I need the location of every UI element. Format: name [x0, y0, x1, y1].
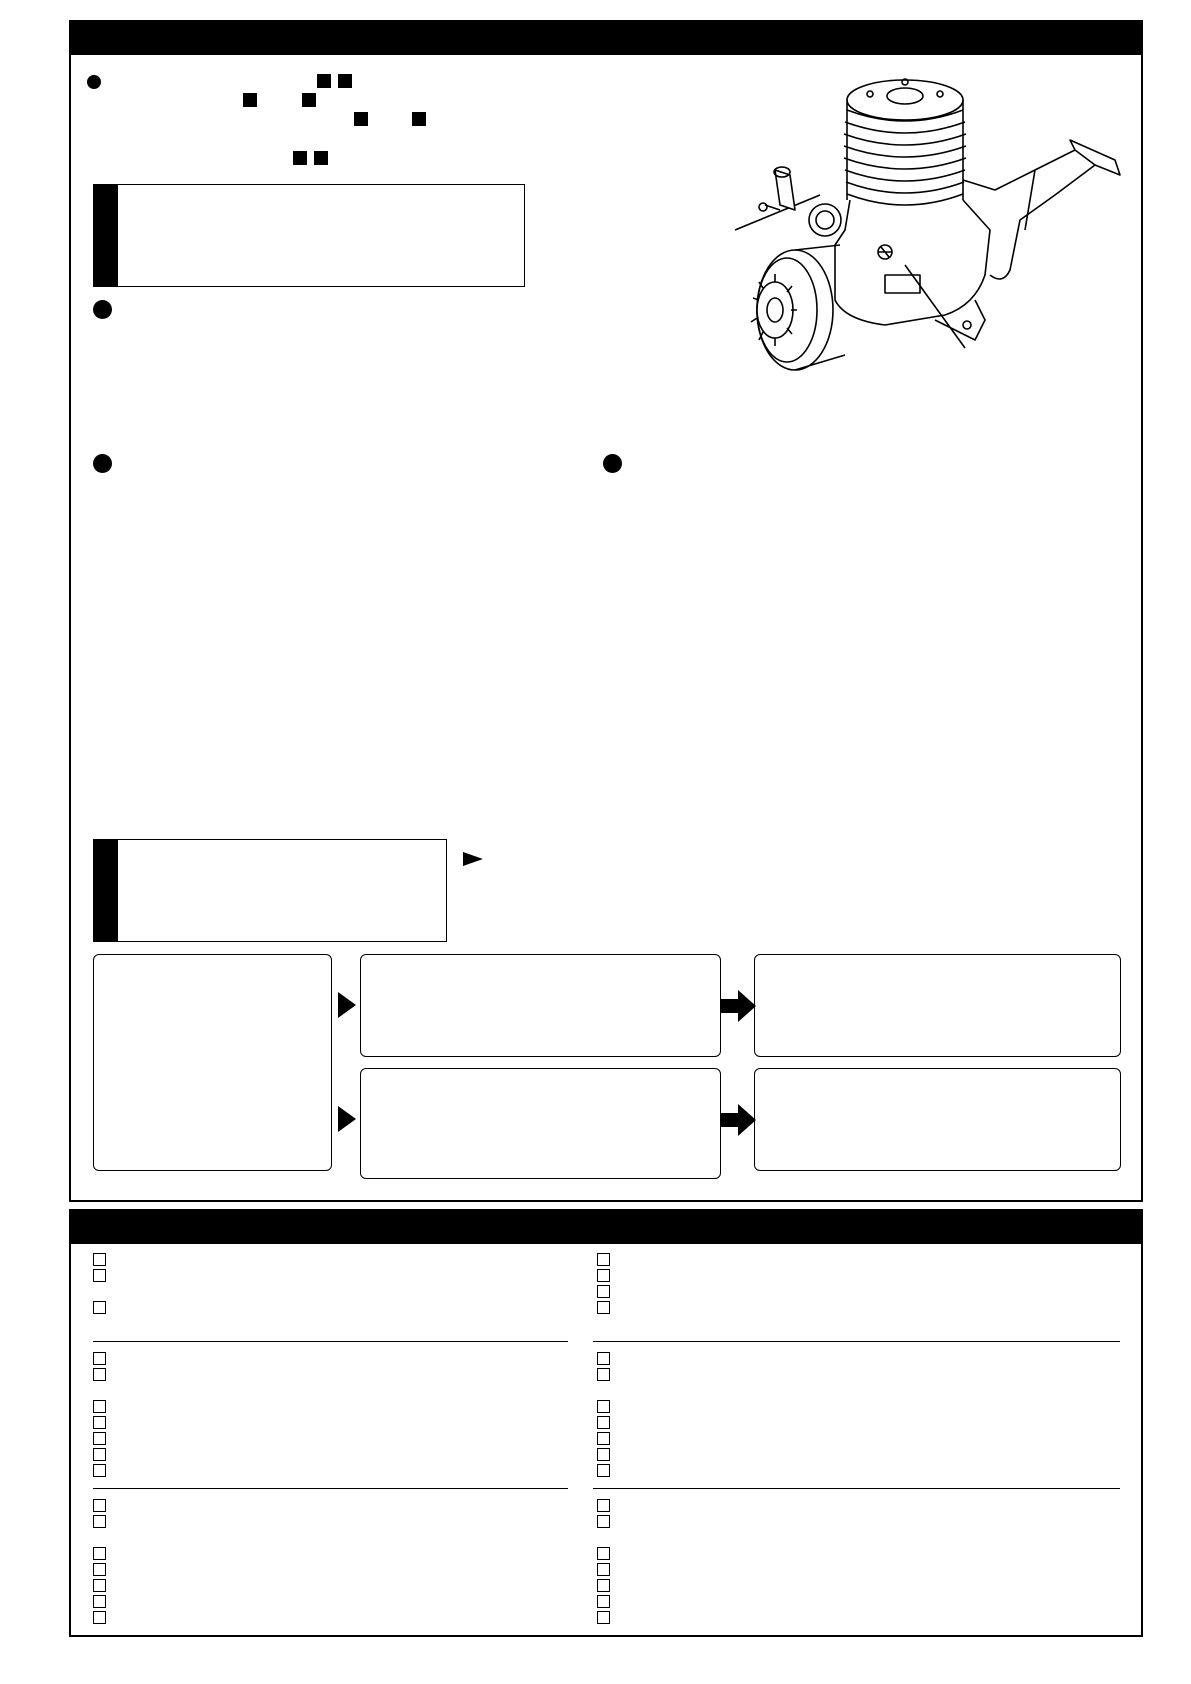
marker-square	[314, 151, 328, 165]
flow-box-top-right	[754, 954, 1121, 1057]
checklist-checkbox[interactable]	[93, 1269, 106, 1282]
flow-box-bottom-right	[754, 1068, 1121, 1171]
checklist-checkbox[interactable]	[597, 1448, 610, 1461]
checklist-checkbox[interactable]	[597, 1547, 610, 1560]
checklist-checkbox[interactable]	[597, 1464, 610, 1477]
note-box	[93, 839, 447, 942]
checklist-checkbox[interactable]	[93, 1579, 106, 1592]
bullet-dot	[603, 454, 622, 473]
checklist-checkbox[interactable]	[597, 1579, 610, 1592]
flow-box-bottom-middle	[360, 1068, 721, 1179]
checklist-divider	[93, 1341, 568, 1342]
checklist-checkbox[interactable]	[93, 1547, 106, 1560]
checklist-checkbox[interactable]	[597, 1611, 610, 1624]
checklist-checkbox[interactable]	[93, 1301, 106, 1314]
marker-square	[317, 74, 331, 88]
checklist-checkbox[interactable]	[93, 1448, 106, 1461]
checklist-checkbox[interactable]	[93, 1595, 106, 1608]
checklist-checkbox[interactable]	[597, 1499, 610, 1512]
checklist-checkbox[interactable]	[93, 1611, 106, 1624]
note-box	[93, 184, 525, 287]
note-box-strip	[94, 185, 118, 286]
checklist-checkbox[interactable]	[597, 1301, 610, 1314]
marker-square	[354, 112, 368, 126]
checklist-checkbox[interactable]	[93, 1368, 106, 1381]
bullet-dot	[93, 300, 112, 319]
checklist-checkbox[interactable]	[93, 1400, 106, 1413]
flow-box-top-middle	[360, 954, 721, 1057]
flow-start-box	[93, 954, 332, 1171]
bullet-dot	[93, 454, 112, 473]
checklist-checkbox[interactable]	[93, 1515, 106, 1528]
checklist-checkbox[interactable]	[597, 1416, 610, 1429]
checklist-checkbox[interactable]	[597, 1563, 610, 1576]
checklist-checkbox[interactable]	[597, 1368, 610, 1381]
checklist-checkbox[interactable]	[93, 1416, 106, 1429]
checklist-checkbox[interactable]	[93, 1563, 106, 1576]
checklist-checkbox[interactable]	[597, 1595, 610, 1608]
checklist-divider	[593, 1488, 1120, 1489]
checklist-checkbox[interactable]	[597, 1432, 610, 1445]
checklist-checkbox[interactable]	[597, 1269, 610, 1282]
note-box-strip	[94, 840, 118, 941]
checklist-divider	[93, 1488, 568, 1489]
checklist-checkbox[interactable]	[597, 1400, 610, 1413]
flow-arrow-icon	[720, 990, 756, 1022]
checklist-divider	[593, 1341, 1120, 1342]
flow-arrow-icon	[720, 1104, 756, 1136]
bullet-dot	[87, 75, 101, 89]
checklist-checkbox[interactable]	[93, 1253, 106, 1266]
marker-square	[302, 93, 316, 107]
marker-square	[243, 93, 257, 107]
checklist-checkbox[interactable]	[597, 1352, 610, 1365]
engine-section-header-bar	[69, 20, 1143, 55]
checklist-checkbox[interactable]	[597, 1285, 610, 1298]
checklist-section-header-bar	[69, 1209, 1143, 1244]
marker-square	[338, 74, 352, 88]
flow-triangle-icon	[338, 1106, 356, 1132]
pointer-arrow-icon	[463, 852, 483, 866]
marker-square	[293, 151, 307, 165]
checklist-checkbox[interactable]	[93, 1464, 106, 1477]
flow-triangle-icon	[338, 992, 356, 1018]
checklist-checkbox[interactable]	[597, 1515, 610, 1528]
checklist-checkbox[interactable]	[597, 1253, 610, 1266]
marker-square	[412, 112, 426, 126]
engine-illustration-icon	[735, 70, 1125, 390]
checklist-checkbox[interactable]	[93, 1499, 106, 1512]
checklist-checkbox[interactable]	[93, 1432, 106, 1445]
checklist-checkbox[interactable]	[93, 1352, 106, 1365]
